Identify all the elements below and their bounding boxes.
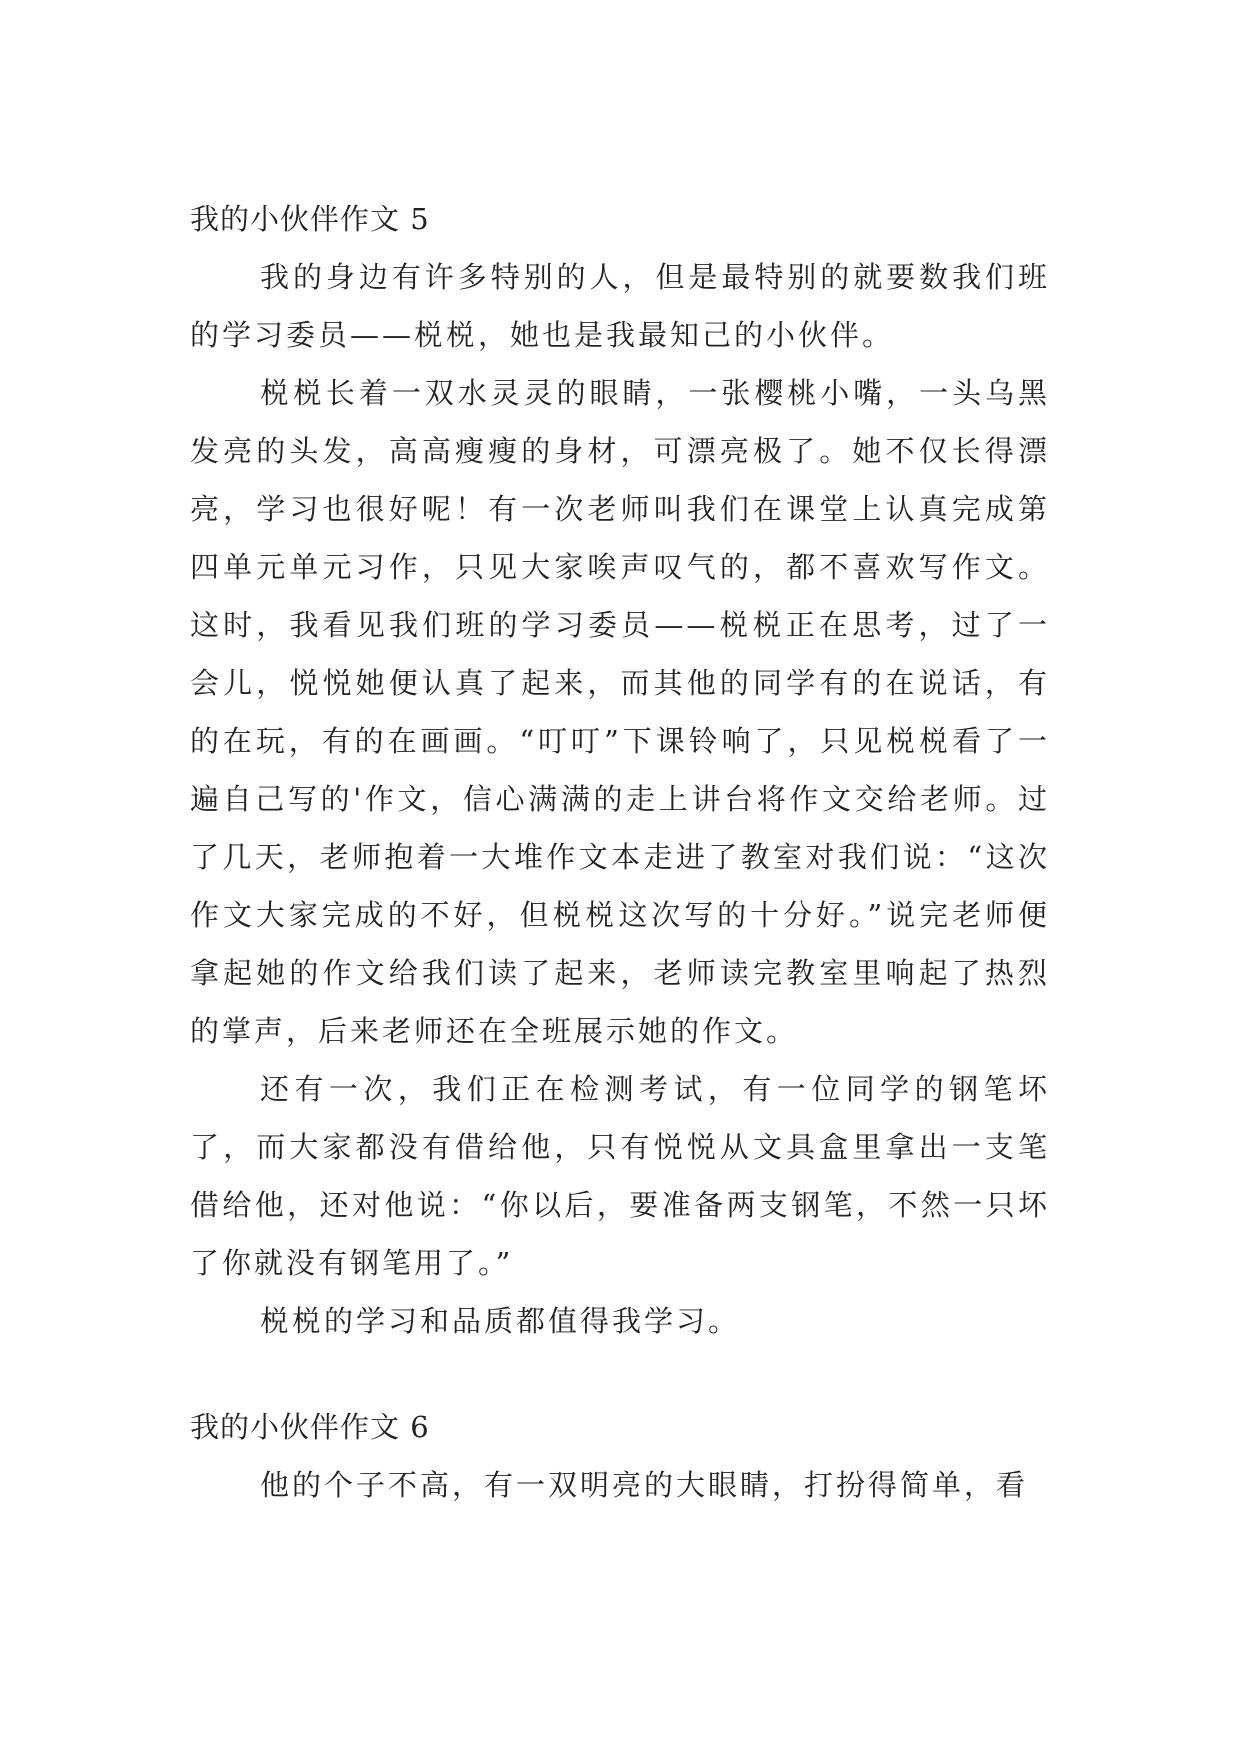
essay-5-paragraph-2: 棁棁长着一双水灵灵的眼睛，一张樱桃小嘴，一头乌黑发亮的头发，高高瘦瘦的身材，可漂亮极了。她不仅长得漂亮，学习也很好呢！有一次老师叫我们在课堂上认真完成第四单元单元习作，只见大家唉声叹气的，都不喜欢写作文。这时，我看见我们班的学习委员——棁棁正在思考，过了一会儿，悦悦她便认真了起来，而其他的同学有的在说话，有的在玩，有的在画画。“叮叮”下课铃响了，只见棁棁看了一遍自己写的'作文，信心满满的走上讲台将作文交给老师。过了几天，老师抱着一大堆作文本走进了教室对我们说：“这次作文大家完成的不好，但棁棁这次写的十分好。”说完老师便拿起她的作文给我们读了起来，老师读完教室里响起了热烈的掌声，后来老师还在全班展示她的作文。: [190, 376, 1050, 1048]
essay-6: [190, 1398, 1050, 1514]
document-page: [190, 190, 1050, 1514]
essay-5: [190, 190, 1050, 1350]
essay-6-paragraph-1: 他的个子不高，有一双明亮的大眼睛，打扮得简单，看: [260, 1468, 1029, 1502]
section-gap: [190, 1350, 1050, 1398]
essay-5-title: 我的小伙伴作文 5: [190, 202, 430, 236]
essay-5-paragraph-3: 还有一次，我们正在检测考试，有一位同学的钢笔坏了，而大家都没有借给他，只有悦悦从文具盒里拿出一支笔借给他，还对他说：“你以后，要准备两支钢笔，不然一只坏了你就没有钢笔用了。”: [190, 1072, 1050, 1280]
essay-5-paragraph-1: 我的身边有许多特别的人，但是最特别的就要数我们班的学习委员——棁棁，她也是我最知己的小伙伴。: [190, 260, 1050, 352]
essay-6-title: 我的小伙伴作文 6: [190, 1410, 430, 1444]
essay-5-paragraph-4: 棁棁的学习和品质都值得我学习。: [260, 1304, 741, 1338]
